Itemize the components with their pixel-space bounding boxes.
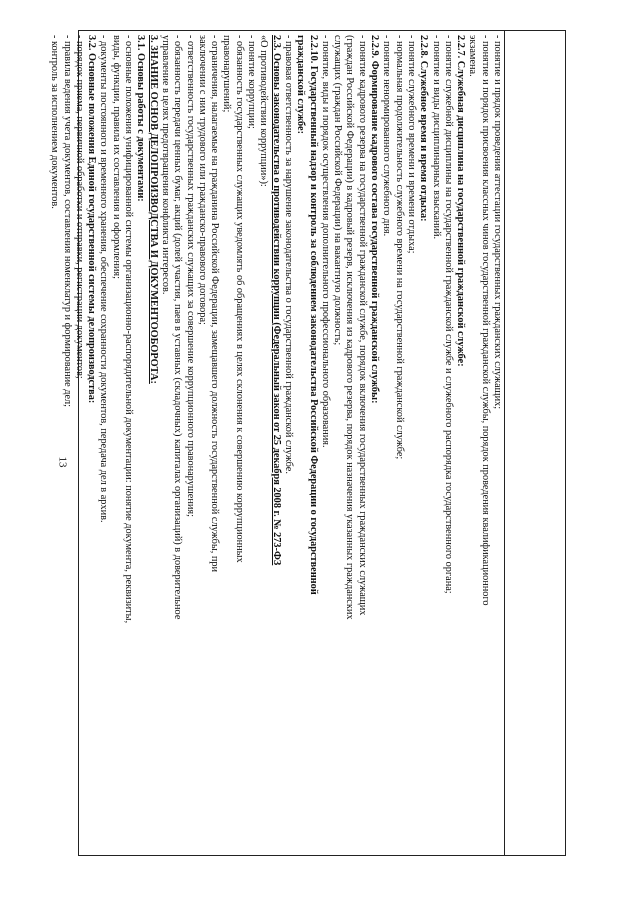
text-line: 3. ЗНАНИЕ ОСНОВ ДЕЛОПРОИЗВОДСТВА И ДОКУМЕНТООБОРОТА: [147, 35, 159, 384]
text-line: 2.2.7. Служебная дисциплина на государственной гражданской службе: [455, 35, 467, 367]
text-line: - понятие и порядок присвоения классных чинов государственной гражданской службы, порядок проведения квалификационного [479, 35, 491, 606]
text-line: - контроль за исполнением документов. [49, 35, 61, 209]
text-line: - понятие и прядок проведения аттестации государственных гражданских служащих; [492, 35, 503, 410]
text-line: (граждан Российской Федерации) в кадровый резерв, исключения из кадрового резерва, порядок назначения указанных гражданских [344, 35, 356, 620]
text-line: 3.2. Основные положения Единой государственной системы делопроизводства: [86, 35, 98, 404]
text-line: - ограничения, налагаемые на гражданина Российской Федерации, замещавшего должность государственной службы, при [209, 35, 221, 573]
text-line: - понятие служебной дисциплины на государственной гражданской службе и служебного распорядка государственного органа; [442, 35, 454, 594]
text-line: экзамена. [467, 35, 479, 77]
text-line: - порядок приема, первичной обработки и отправки, регистрации документов; [73, 35, 85, 379]
text-line: - нормальная продолжительность служебного времени на государственной гражданской службе; [393, 35, 405, 460]
page-number: 13 [56, 456, 69, 468]
text-line: - понятие коррупции; [246, 35, 258, 129]
text-line: управление в целях предотвращения конфликта интересов. [159, 35, 171, 295]
text-line: 2.2.10. Государственный надзор и контроль за соблюдением законодательства Российской Федерации о государственной [307, 35, 319, 595]
text-line: - правила ведения учета документов, составления номенклатур и формирование дел; [61, 35, 73, 408]
text-line: - обязанность государственных служащих уведомлять об обращениях в целях склонения к совершению коррупционных [233, 35, 245, 563]
text-line: правонарушений; [221, 35, 233, 113]
text-line: - понятие и виды дисциплинарных взысканий. [430, 35, 442, 240]
text-line: - правовая ответственность за нарушение законодательства о государственной гражданской службе. [282, 35, 294, 474]
text-line: - ответственность государственных гражданских служащих за совершение коррупционного правонарушения; [184, 35, 196, 517]
text-line: служащих (граждан Российской Федерации) на вакантную должность; [332, 35, 344, 346]
text-line: 2.2.9. Формирование кадрового состава государственной гражданской службы: [369, 35, 381, 404]
text-line: заключении с ним трудового или гражданско-правового договора; [196, 35, 208, 325]
text-line: гражданской службе: [295, 35, 307, 135]
text-line: - понятие, виды и порядок осуществления дополнительного профессионального образования. [319, 35, 331, 448]
text-line: «О противодействии коррупции»): [258, 35, 270, 187]
column-divider [504, 31, 505, 855]
text-line: 3.1. Основы работы с документами: [135, 35, 147, 202]
text-line: виды, функции, правила их составления и оформления; [110, 35, 122, 279]
text-line: - обязанность передачи ценных бумаг, акций (долей участия, паев в уставных (складочных) капиталах организаций) в доверительное [172, 35, 184, 620]
text-line: - понятие ненормированного служебного дня. [381, 35, 393, 237]
text-line: - основные положения унифицированной системы организационно-распорядительной документации: понятие документа, реквизиты, [123, 35, 135, 624]
text-line: 2.3. Основы законодательства о противодействии коррупции (Федеральный закон от 25 декабря 2008 г. № 273-ФЗ [270, 35, 282, 566]
text-line: - документы постоянного и временного хранения, обеспечение сохранности документов, передача дел в архив. [98, 35, 110, 523]
text-line: - понятие кадрового резерва на государственной гражданской службе, порядок включения государственных гражданских служащих [356, 35, 368, 616]
text-line: 2.2.8. Служебное время и время отдыха: [418, 35, 430, 222]
text-line: - понятие служебного времени и времени отдыха; [405, 35, 417, 254]
